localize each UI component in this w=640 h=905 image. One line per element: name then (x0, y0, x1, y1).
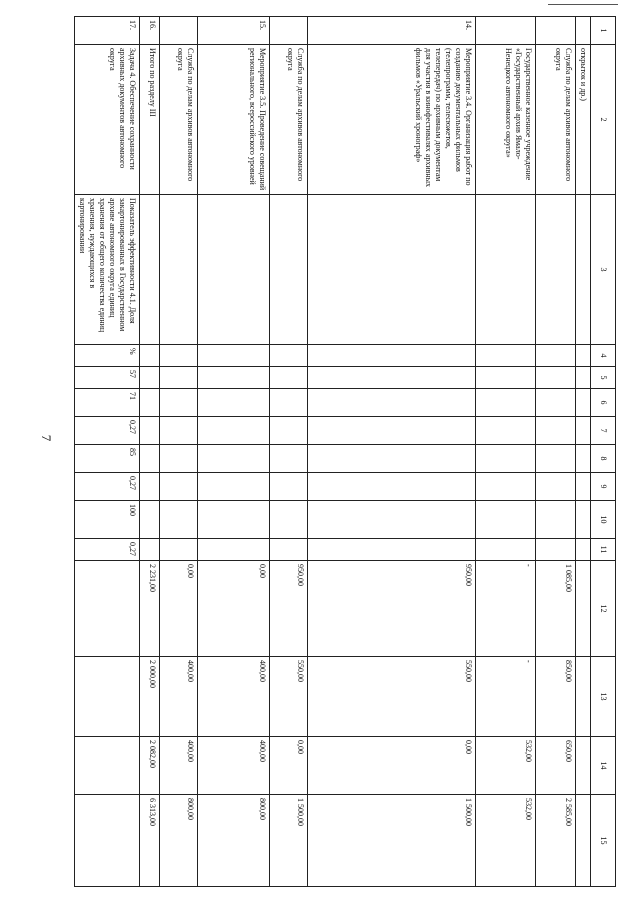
table-cell-col-7 (576, 417, 591, 445)
table-cell-col-15: 6 313,00 (140, 795, 160, 887)
table-cell-col-3 (576, 195, 591, 345)
table-cell-col-10 (576, 501, 591, 539)
table-cell-col-3 (198, 195, 270, 345)
table-cell-col-6 (308, 389, 476, 417)
table-cell-col-13: 2 000,00 (140, 657, 160, 737)
table-cell-col-12: 950,00 (308, 561, 476, 657)
table-cell-col-7 (140, 417, 160, 445)
table-cell-col-8 (140, 445, 160, 473)
column-header-13: 13 (591, 657, 616, 737)
table-cell-col-4 (536, 345, 576, 367)
table-cell-col-12: 1 085,00 (536, 561, 576, 657)
table-cell-col-4 (160, 345, 198, 367)
table-row (536, 17, 576, 887)
table-cell-col-15: 800,00 (160, 795, 198, 887)
table-cell-col-2: Государственное казенное учреждение «Государственный архив Ямало-Ненецкого автономного округа» (476, 45, 536, 195)
table-cell-col-6 (576, 389, 591, 417)
table-cell-col-4 (270, 345, 308, 367)
table-cell-col-3: Показатель эффективности 4.1. Доля закартонированных в Государственном архиве автономного округа единиц хранения от общего количества единиц хранения, нуждающихся в картонировании (75, 195, 140, 345)
table-cell-col-5 (270, 367, 308, 389)
table-cell-col-7 (270, 417, 308, 445)
table-cell-col-14 (75, 737, 140, 795)
table-cell-col-1: 15. (198, 17, 270, 45)
table-cell-col-2: Задача 4. Обеспечение сохранности архивных документов автономного округа (75, 45, 140, 195)
table-cell-col-15: 532,00 (476, 795, 536, 887)
table-cell-col-14: 650,00 (536, 737, 576, 795)
table-cell-col-1 (476, 17, 536, 45)
table-cell-col-3 (140, 195, 160, 345)
table-cell-col-11 (140, 539, 160, 561)
table-cell-col-1 (160, 17, 198, 45)
table-row (75, 17, 140, 887)
table-cell-col-2: Служба по делам архивов автономного округа (160, 45, 198, 195)
table-cell-col-9 (476, 473, 536, 501)
table-cell-col-11 (308, 539, 476, 561)
table-cell-col-15: 800,00 (198, 795, 270, 887)
table-cell-col-3 (160, 195, 198, 345)
table-cell-col-13 (75, 657, 140, 737)
table-cell-col-15: 1 500,00 (308, 795, 476, 887)
table-cell-col-3 (270, 195, 308, 345)
page-number: 7 (39, 434, 54, 442)
budget-table (74, 16, 616, 887)
table-cell-col-9 (536, 473, 576, 501)
column-header-9: 9 (591, 473, 616, 501)
top-rule (548, 4, 618, 5)
column-header-5: 5 (591, 367, 616, 389)
table-cell-col-8: 85 (75, 445, 140, 473)
table-cell-col-8 (198, 445, 270, 473)
table-cell-col-12: 0,00 (198, 561, 270, 657)
table-cell-col-9 (308, 473, 476, 501)
table-cell-col-8 (160, 445, 198, 473)
table-cell-col-8 (308, 445, 476, 473)
column-header-6: 6 (591, 389, 616, 417)
table-cell-col-1: 14. (308, 17, 476, 45)
table-cell-col-10 (308, 501, 476, 539)
table-row (198, 17, 270, 887)
table-cell-col-10 (476, 501, 536, 539)
table-cell-col-13: 850,00 (536, 657, 576, 737)
table-cell-col-1 (576, 17, 591, 45)
table-inner (78, 16, 616, 886)
table-row (160, 17, 198, 887)
table-cell-col-2: открыток и др.) (576, 45, 591, 195)
table-cell-col-13: 550,00 (308, 657, 476, 737)
table-cell-col-4: % (75, 345, 140, 367)
table-cell-col-15 (576, 795, 591, 887)
table-cell-col-5: 57 (75, 367, 140, 389)
table-cell-col-9 (140, 473, 160, 501)
table-cell-col-12 (75, 561, 140, 657)
table-cell-col-12: 0,00 (160, 561, 198, 657)
table-cell-col-14: 0,00 (270, 737, 308, 795)
table-cell-col-4 (308, 345, 476, 367)
table-cell-col-14: 2 082,00 (140, 737, 160, 795)
table-cell-col-11 (576, 539, 591, 561)
column-header-14: 14 (591, 737, 616, 795)
table-cell-col-6 (270, 389, 308, 417)
table-cell-col-1: 17. (75, 17, 140, 45)
table-cell-col-11 (270, 539, 308, 561)
column-header-8: 8 (591, 445, 616, 473)
table-cell-col-10 (198, 501, 270, 539)
table-cell-col-13: 550,00 (270, 657, 308, 737)
table-cell-col-2: Мероприятие 3.5. Проведение совещаний регионального, всероссийского уровней (198, 45, 270, 195)
table-cell-col-11: 0,27 (75, 539, 140, 561)
table-cell-col-7 (476, 417, 536, 445)
table-cell-col-3 (476, 195, 536, 345)
table-cell-col-12 (576, 561, 591, 657)
table-cell-col-15: 2 585,00 (536, 795, 576, 887)
table-cell-col-8 (576, 445, 591, 473)
table-cell-col-13: - (476, 657, 536, 737)
header-row (591, 17, 616, 887)
table-cell-col-7 (536, 417, 576, 445)
table-cell-col-7 (160, 417, 198, 445)
table-cell-col-9 (198, 473, 270, 501)
table-cell-col-12: 2 231,00 (140, 561, 160, 657)
table-cell-col-2: Служба по делам архивов автономного округа (536, 45, 576, 195)
table-cell-col-9 (576, 473, 591, 501)
table-cell-col-10: 100 (75, 501, 140, 539)
column-header-15: 15 (591, 795, 616, 887)
table-cell-col-14: 400,00 (198, 737, 270, 795)
table-cell-col-13: 400,00 (160, 657, 198, 737)
table-row (576, 17, 591, 887)
table-cell-col-2: Итого по разделу III (140, 45, 160, 195)
table-cell-col-8 (270, 445, 308, 473)
column-header-4: 4 (591, 345, 616, 367)
table-cell-col-7 (198, 417, 270, 445)
table-row (476, 17, 536, 887)
table-cell-col-12: 950,00 (270, 561, 308, 657)
table-cell-col-1: 16. (140, 17, 160, 45)
table-cell-col-15 (75, 795, 140, 887)
table-cell-col-13: 400,00 (198, 657, 270, 737)
table-cell-col-6 (198, 389, 270, 417)
table-cell-col-14: 532,00 (476, 737, 536, 795)
table-cell-col-1 (536, 17, 576, 45)
table-cell-col-10 (536, 501, 576, 539)
column-header-11: 11 (591, 539, 616, 561)
table-cell-col-10 (140, 501, 160, 539)
table-cell-col-4 (476, 345, 536, 367)
table-cell-col-1 (270, 17, 308, 45)
table-cell-col-4 (140, 345, 160, 367)
column-header-1: 1 (591, 17, 616, 45)
table-cell-col-3 (536, 195, 576, 345)
table-cell-col-12: - (476, 561, 536, 657)
table-cell-col-9: 0,27 (75, 473, 140, 501)
table-cell-col-7: 0,27 (75, 417, 140, 445)
table-cell-col-13 (576, 657, 591, 737)
table-row (140, 17, 160, 887)
table-rotation-wrapper (78, 16, 616, 886)
table-cell-col-2: Мероприятие 3.4. Организация работ по созданию документальных фильмов (телепрограмм, телесюжетов, телепередач) по архивным документам для участия в кинофестивалях архивных фильмов «Уральский хронограф» (308, 45, 476, 195)
table-cell-col-6 (160, 389, 198, 417)
table-cell-col-5 (140, 367, 160, 389)
table-cell-col-14 (576, 737, 591, 795)
table-cell-col-5 (160, 367, 198, 389)
table-cell-col-5 (576, 367, 591, 389)
column-header-10: 10 (591, 501, 616, 539)
table-cell-col-6 (536, 389, 576, 417)
table-cell-col-9 (160, 473, 198, 501)
table-cell-col-10 (160, 501, 198, 539)
table-cell-col-3 (308, 195, 476, 345)
table-cell-col-5 (476, 367, 536, 389)
table-cell-col-15: 1 500,00 (270, 795, 308, 887)
table-cell-col-2: Служба по делам архивов автономного округа (270, 45, 308, 195)
table-cell-col-5 (536, 367, 576, 389)
table-cell-col-9 (270, 473, 308, 501)
table-cell-col-7 (308, 417, 476, 445)
table-row (308, 17, 476, 887)
table-cell-col-8 (536, 445, 576, 473)
table-cell-col-6: 71 (75, 389, 140, 417)
table-cell-col-6 (140, 389, 160, 417)
column-header-3: 3 (591, 195, 616, 345)
table-cell-col-4 (198, 345, 270, 367)
table-cell-col-4 (576, 345, 591, 367)
table-row (270, 17, 308, 887)
table-cell-col-11 (476, 539, 536, 561)
table-cell-col-8 (476, 445, 536, 473)
column-header-7: 7 (591, 417, 616, 445)
table-cell-col-11 (198, 539, 270, 561)
table-cell-col-6 (476, 389, 536, 417)
table-cell-col-11 (536, 539, 576, 561)
table-cell-col-5 (308, 367, 476, 389)
table-cell-col-14: 0,00 (308, 737, 476, 795)
table-cell-col-14: 400,00 (160, 737, 198, 795)
table-cell-col-5 (198, 367, 270, 389)
column-header-2: 2 (591, 45, 616, 195)
table-cell-col-11 (160, 539, 198, 561)
table-cell-col-10 (270, 501, 308, 539)
column-header-12: 12 (591, 561, 616, 657)
